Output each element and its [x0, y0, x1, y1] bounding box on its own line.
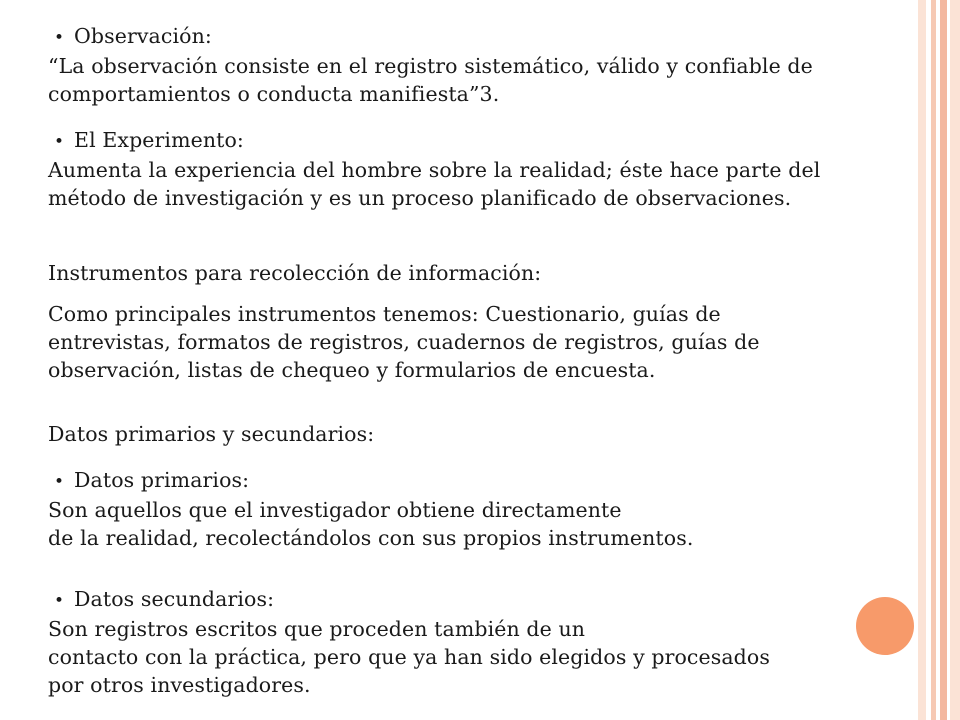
section-title: Datos primarios:: [74, 468, 250, 492]
paragraph-line: comportamientos o conducta manifiesta”3.: [48, 82, 500, 106]
section-observacion: [48, 22, 813, 108]
bullet-icon: •: [54, 472, 65, 492]
bullet-heading: [48, 22, 813, 52]
section-instrumentos-body: [48, 300, 760, 384]
paragraph-line: entrevistas, formatos de registros, cuadernos de registros, guías de: [48, 330, 760, 354]
paragraph-line: Son aquellos que el investigador obtiene directamente: [48, 498, 622, 522]
paragraph-line: de la realidad, recolectándolos con sus propios instrumentos.: [48, 526, 694, 550]
section-datos-secundarios: [48, 585, 770, 699]
paragraph-line: contacto con la práctica, pero que ya han sido elegidos y procesados: [48, 645, 770, 669]
decorative-band: [950, 0, 960, 720]
section-experimento: [48, 126, 820, 212]
decorative-band: [918, 0, 926, 720]
section-datos: [48, 420, 374, 448]
bullet-icon: •: [54, 591, 65, 611]
paragraph-line: Aumenta la experiencia del hombre sobre la realidad; éste hace parte del: [48, 158, 821, 182]
decorative-band: [931, 0, 936, 720]
section-title: Observación:: [74, 24, 212, 48]
bullet-heading: [48, 126, 820, 156]
paragraph-line: “La observación consiste en el registro sistemático, válido y confiable de: [48, 54, 813, 78]
paragraph-line: Como principales instrumentos tenemos: Cuestionario, guías de: [48, 302, 721, 326]
section-datos-primarios: [48, 466, 693, 552]
section-instrumentos: [48, 259, 541, 287]
section-heading: Instrumentos para recolección de información:: [48, 261, 542, 285]
bullet-icon: •: [54, 132, 65, 152]
bullet-heading: [48, 466, 693, 496]
section-title: El Experimento:: [74, 128, 244, 152]
bullet-heading: [48, 585, 770, 615]
bullet-icon: •: [54, 28, 65, 48]
section-heading: Datos primarios y secundarios:: [48, 422, 375, 446]
section-title: Datos secundarios:: [74, 587, 275, 611]
paragraph-line: observación, listas de chequeo y formularios de encuesta.: [48, 358, 656, 382]
decorative-circle: [856, 597, 914, 655]
paragraph-line: por otros investigadores.: [48, 673, 311, 697]
paragraph-line: Son registros escritos que proceden también de un: [48, 617, 586, 641]
paragraph-line: método de investigación y es un proceso planificado de observaciones.: [48, 186, 792, 210]
decorative-band: [940, 0, 947, 720]
